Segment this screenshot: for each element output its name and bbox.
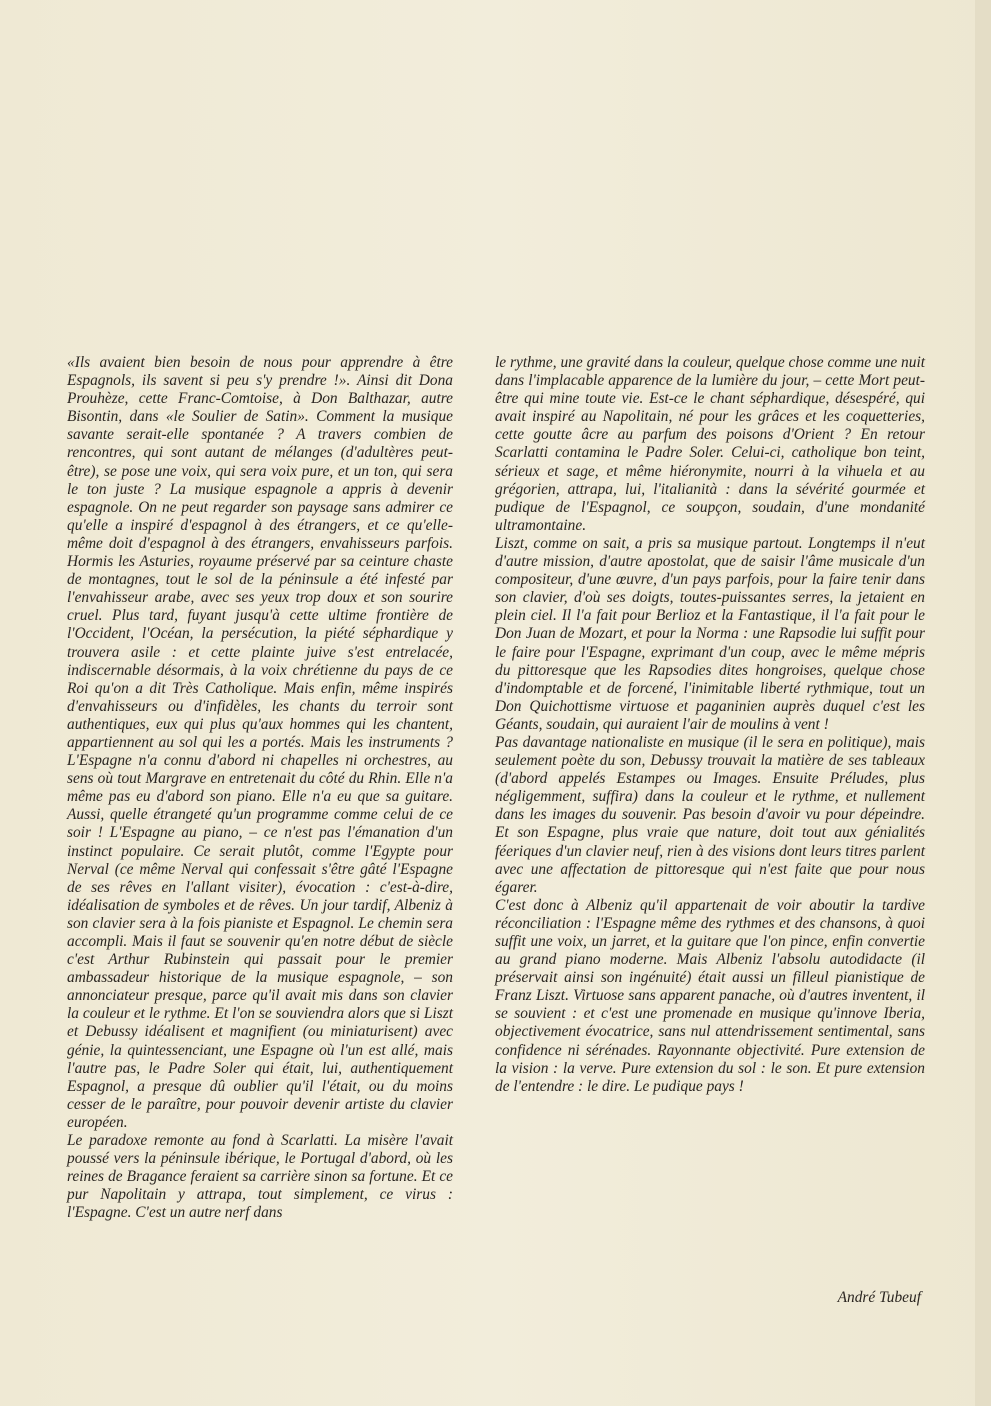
left-column: [67, 354, 453, 1223]
page-edge: [975, 0, 991, 1406]
paragraph: Liszt, comme on sait, a pris sa musique partout. Longtemps il n'eut d'autre mission, d'autre apostolat, que de saisir l'âme musicale d'un compositeur, d'une œuvre, d'un pays parfois, pour la faire tenir dans son clavier, d'où ses doigts, toutes-puissantes serres, la jetaient en plein ciel. Il l'a fait pour Berlioz et la Fantastique, il l'a fait pour le Don Juan de Mozart, et pour la Norma : une Rapsodie lui suffit pour le faire pour l'Espagne, exprimant d'un coup, avec le même mépris du pittoresque que les Rapsodies dites hongroises, quelque chose d'indomptable et de forcené, l'inimitable liberté rythmique, tout un Don Quichottisme virtuose et paganinien auprès duquel c'est les Géants, soudain, qui auraient l'air de moulins à vent !: [495, 534, 925, 733]
paragraph: Pas davantage nationaliste en musique (il le sera en politique), mais seulement poète du son, Debussy trouvait la matière de ses tableaux (d'abord appelés Estampes ou Images. Ensuite Préludes, plus négligemment, suffira) dans la couleur et le rythme, et nullement dans les images du souvenir. Pas besoin d'avoir vu pour dépeindre. Et son Espagne, plus vraie que nature, doit tout aux génialités féeriques d'un clavier neuf, rien à des visions dont leurs titres parlent avec une affectation de pittoresque qui n'est faite que pour nous égarer.: [495, 733, 925, 896]
paragraph: le rythme, une gravité dans la couleur, quelque chose comme une nuit dans l'implacable apparence de la lumière du jour, – cette Mort peut-être qui mine toute vie. Est-ce le chant séphardique, désespéré, qui avait inspiré au Napolitain, né pour les grâces et les coquetteries, cette goutte âcre au parfum des poisons d'Orient ? En retour Scarlatti contamina le Padre Soler. Celui-ci, catholique bon teint, sérieux et sage, et même hiéronymite, nourri à la vihuela et au grégorien, attrapa, lui, l'italianità : dans la sévérité gourmée et pudique de l'Espagnol, ce soupçon, soudain, d'une mondanité ultramontaine.: [495, 354, 925, 534]
author-signature: André Tubeuf: [837, 1289, 921, 1306]
right-column: [495, 354, 925, 1096]
paragraph: C'est donc à Albeniz qu'il appartenait de voir aboutir la tardive réconciliation : l'Espagne même des rythmes et des chansons, à quoi suffit une voix, un jarret, et la guitare que l'on pince, enfin convertie au grand piano moderne. Mais Albeniz l'absolu autodidacte (il préservait ainsi son ingénuité) était aussi un filleul pianistique de Franz Liszt. Virtuose sans apparent panache, où d'autres inventent, il se souvient : et c'est une promenade en musique qu'innove Iberia, objectivement évocatrice, sans nul attendrissement sentimental, sans confidence ni sérénades. Rayonnante objectivité. Pure extension de la vision : la verve. Pure extension du sol : le son. Et pure extension de l'entendre : le dire. Le pudique pays !: [495, 896, 925, 1095]
paragraph: «Ils avaient bien besoin de nous pour apprendre à être Espagnols, ils savent si peu s'y prendre !». Ainsi dit Dona Prouhèze, cette Franc-Comtoise, à Don Balthazar, autre Bisontin, dans «le Soulier de Satin». Comment la musique savante serait-elle spontanée ? A travers combien de rencontres, qui sont autant de mélanges (d'adultères peut-être), se pose une voix, qui sera voix pure, et un ton, qui sera le ton juste ? La musique espagnole a appris à devenir espagnole. On ne peut regarder son paysage sans admirer ce qu'elle a inspiré d'espagnol à des étrangers, et ce qu'elle-même doit d'espagnol à des étrangers, envahisseurs parfois. Hormis les Asturies, royaume préservé par sa ceinture chaste de montagnes, tout le sol de la péninsule a été infesté par l'envahisseur arabe, avec ses yeux trop doux et son sourire cruel. Plus tard, fuyant jusqu'à cette ultime frontière de l'Occident, l'Océan, la persécution, la piété séphardique y trouvera asile : et cette plainte juive s'est entrelacée, indiscernable désormais, à la voix chrétienne du pays de ce Roi qu'on a dit Très Catholique. Mais enfin, même inspirés d'envahisseurs ou d'infidèles, les chants du terroir sont authentiques, eux qui plus qu'aux hommes qui les chantent, appartiennent au sol qui les a portés. Mais les instruments ? L'Espagne n'a connu d'abord ni chapelles ni orchestres, au sens où tout Margrave en entretenait du côté du Rhin. Elle n'a même pas eu d'abord son piano. Elle n'a eu que sa guitare. Aussi, quelle étrangeté qu'un programme comme celui de ce soir ! L'Espagne au piano, – ce n'est pas l'émanation d'un instinct populaire. Ce serait plutôt, comme l'Egypte pour Nerval (ce même Nerval qui confessait s'être gâté l'Espagne de ses rêves en l'allant visiter), évocation : c'est-à-dire, idéalisation de symboles et de rêves. Un jour tardif, Albeniz à son clavier sera à la fois pianiste et Espagnol. Le chemin sera accompli. Mais il faut se souvenir qu'en notre début de siècle c'est Arthur Rubinstein qui passait pour le premier ambassadeur historique de la musique espagnole, – son annonciateur presque, parce qu'il avait mis dans son clavier la couleur et le rythme. Et l'on se souviendra alors que si Liszt et Debussy idéalisent et magnifient (ou miniaturisent) avec génie, la quintessenciant, une Espagne où l'un est allé, mais l'autre pas, le Padre Soler qui était, lui, authentiquement Espagnol, a presque dû oublier qu'il l'était, ou du moins cesser de le paraître, pour pouvoir devenir artiste du clavier européen.: [67, 354, 453, 1131]
paragraph: Le paradoxe remonte au fond à Scarlatti. La misère l'avait poussé vers la péninsule ibérique, le Portugal d'abord, où les reines de Bragance feraient sa carrière sinon sa fortune. Et ce pur Napolitain y attrapa, tout simplement, ce virus : l'Espagne. C'est un autre nerf dans: [67, 1132, 453, 1222]
